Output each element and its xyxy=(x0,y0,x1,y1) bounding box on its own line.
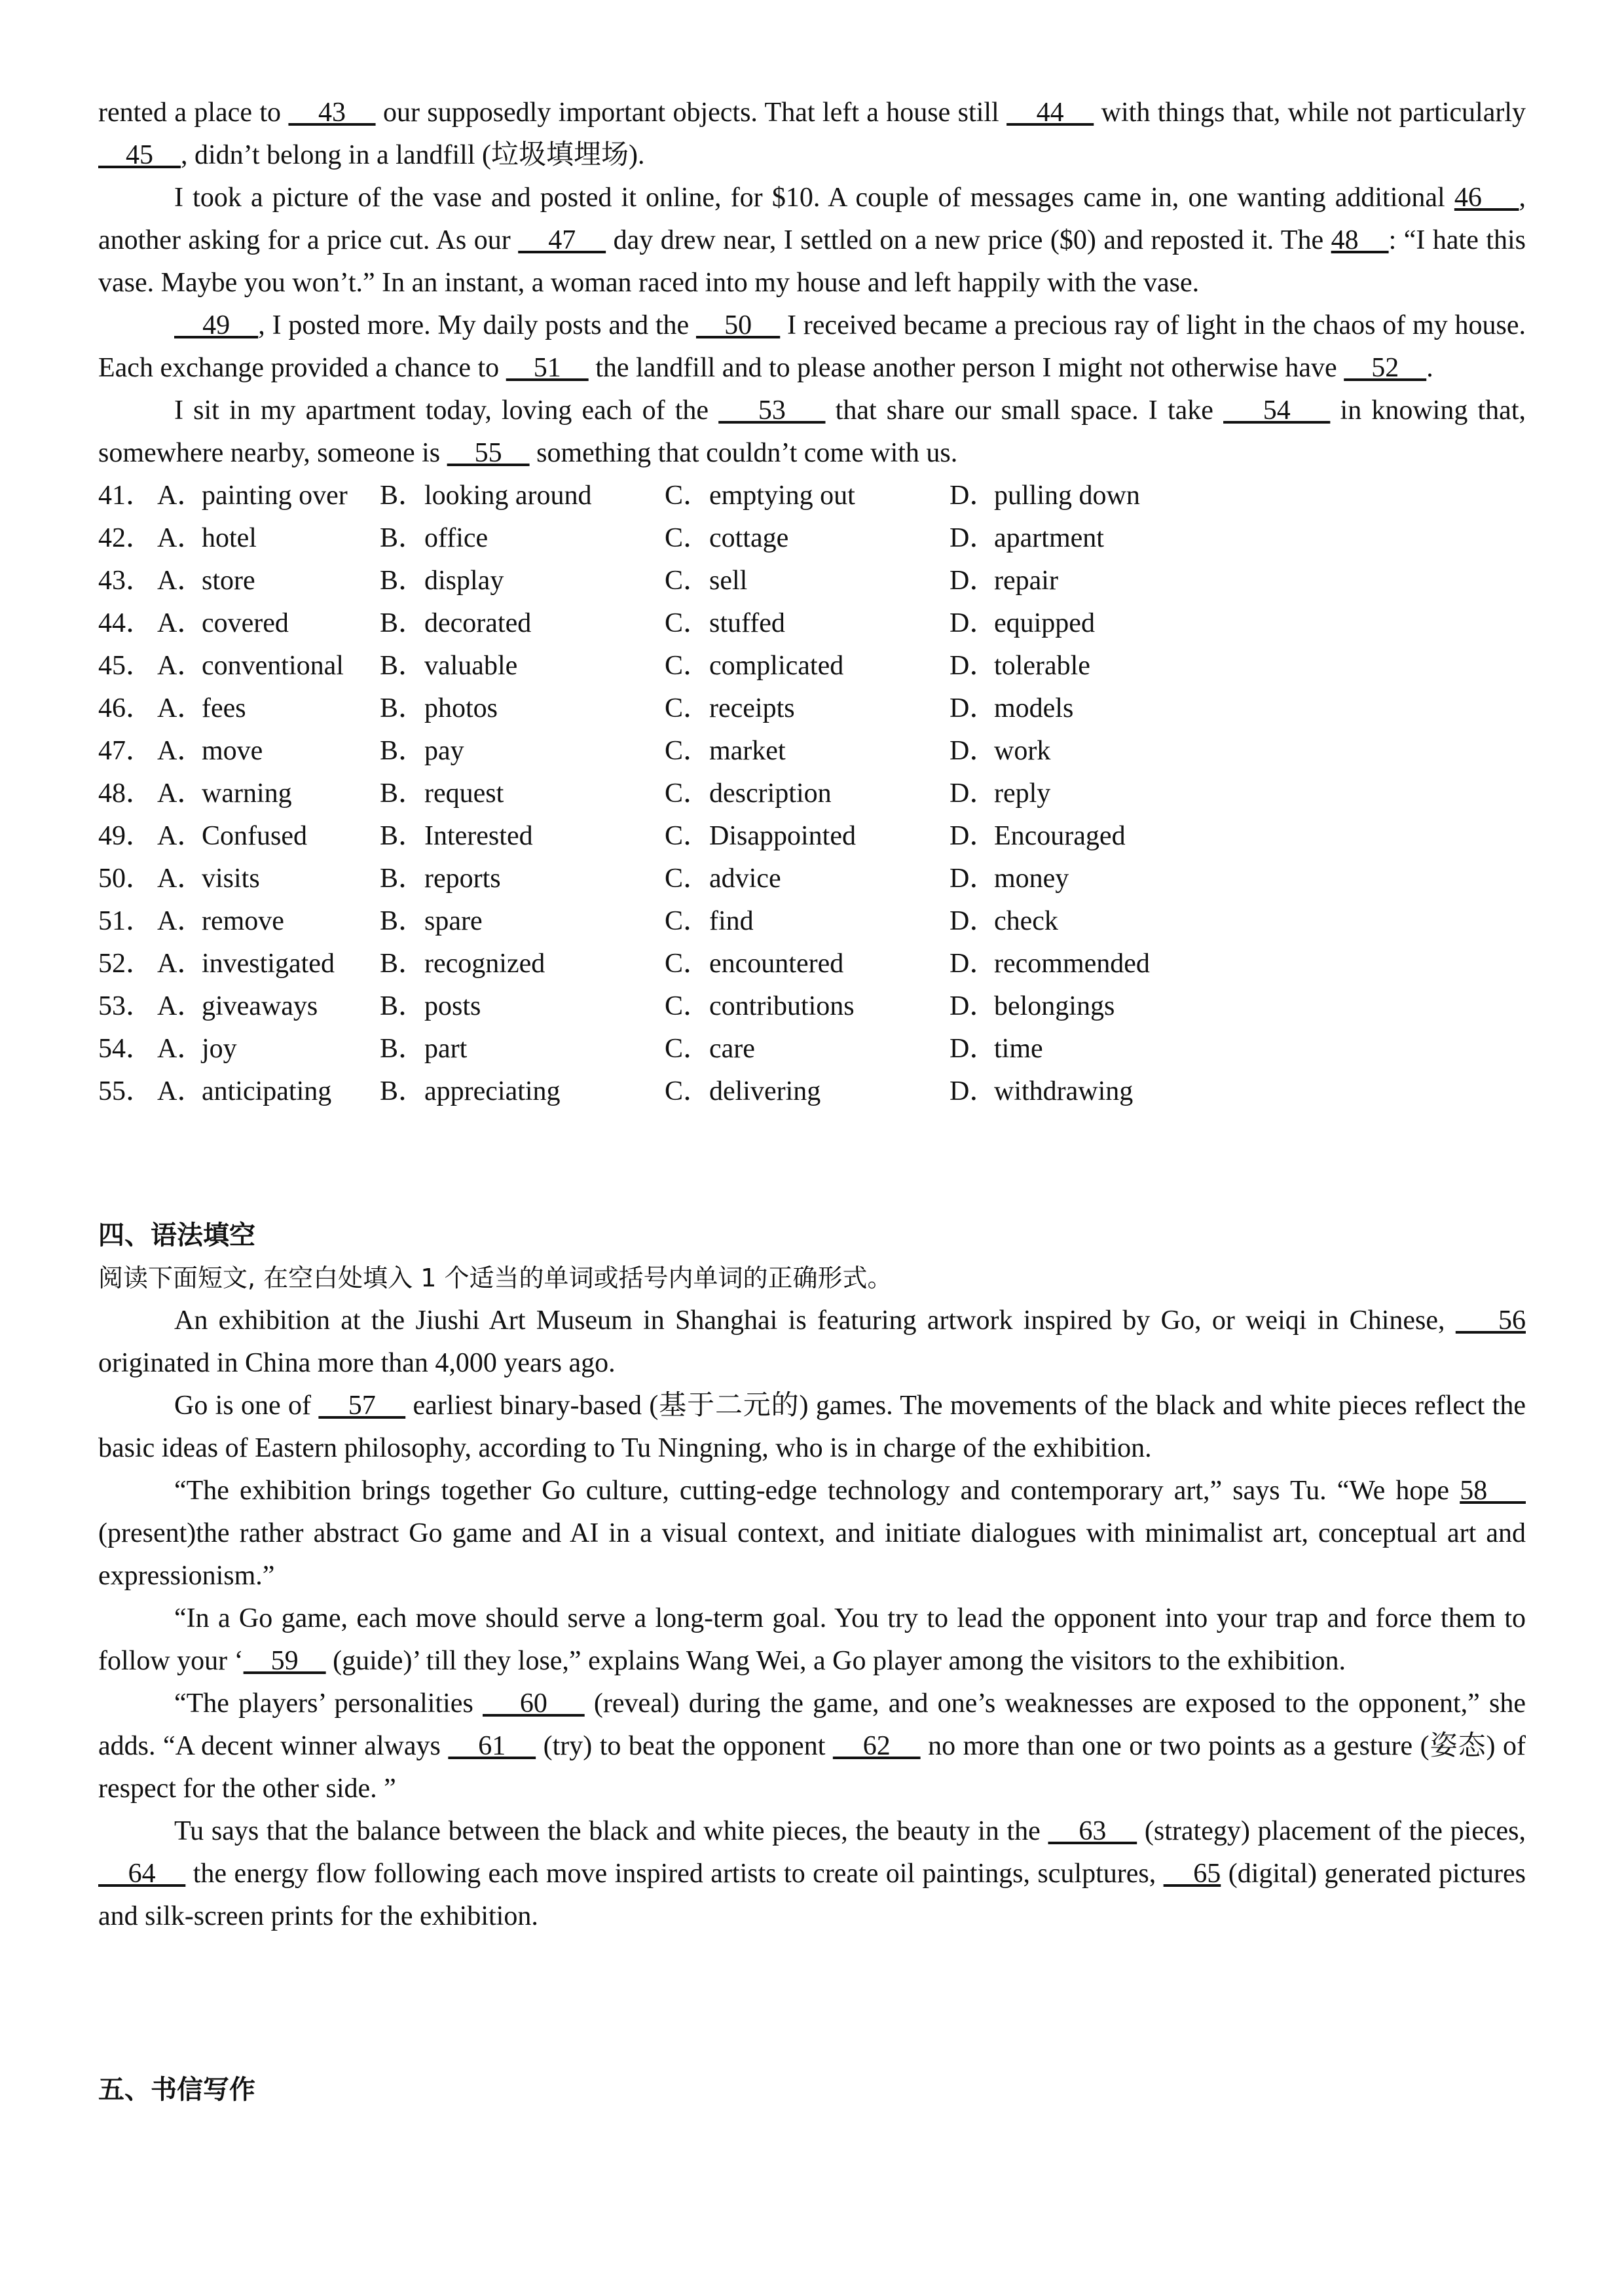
option-letter: B． xyxy=(380,906,426,936)
blank-47: 47 xyxy=(518,225,606,255)
cloze-paragraph-3 xyxy=(98,304,1526,390)
option-c xyxy=(665,815,950,858)
option-letter: B． xyxy=(380,949,426,979)
option-a xyxy=(157,1028,380,1070)
question-number: 49． xyxy=(98,821,154,851)
option-text: contributions xyxy=(709,991,855,1021)
option-text: belongings xyxy=(994,991,1115,1021)
option-letter: B． xyxy=(380,651,426,681)
text-run: rented a place to xyxy=(98,98,289,128)
option-d xyxy=(950,602,1342,645)
option-letter: C． xyxy=(665,651,711,681)
option-text: reports xyxy=(424,864,501,894)
text-run: “The exhibition brings together Go culture, cutting-edge technology and contemporary art,” says Tu. “We hope xyxy=(174,1476,1460,1506)
text-run: I sit in my apartment today, loving each of the xyxy=(174,395,719,426)
blank-46: 46 xyxy=(1454,183,1519,213)
option-letter: D． xyxy=(950,906,997,936)
option-row xyxy=(98,943,1526,985)
text-run: I received became a precious ray of light in the chaos of my house. Each exchange provided a chance to xyxy=(98,310,1526,383)
option-b xyxy=(380,517,665,560)
option-d xyxy=(950,645,1342,687)
question-number: 55． xyxy=(98,1076,154,1106)
option-letter: D． xyxy=(950,481,997,511)
blank-45: 45 xyxy=(98,140,181,170)
option-letter: C． xyxy=(665,566,711,596)
blank-54: 54 xyxy=(1223,395,1331,426)
text-run: in knowing that, somewhere nearby, someone is xyxy=(98,395,1526,468)
option-letter: B． xyxy=(380,778,426,809)
text-run: (guide)’ till they lose,” explains Wang Wei, a Go player among the visitors to the exhibition. xyxy=(325,1646,1346,1676)
option-letter: A． xyxy=(157,481,205,511)
option-text: warning xyxy=(202,778,292,809)
option-letter: C． xyxy=(665,523,711,553)
option-text: spare xyxy=(424,906,483,936)
option-d xyxy=(950,517,1342,560)
option-letter: A． xyxy=(157,566,205,596)
option-letter: A． xyxy=(157,523,205,553)
blank-61: 61 xyxy=(448,1731,536,1761)
blank-57: 57 xyxy=(318,1391,406,1421)
option-b xyxy=(380,1070,665,1113)
option-text: tolerable xyxy=(994,651,1090,681)
question-number: 54． xyxy=(98,1034,154,1064)
option-letter: C． xyxy=(665,736,711,766)
text-run: “In a Go game, each move should serve a long-term goal. You try to lead the opponent into your trap and force them to follow your ‘ xyxy=(98,1603,1526,1676)
text-run: the landfill and to please another person I might not otherwise have xyxy=(588,353,1344,383)
text-run: no more than one or two points as a gesture (姿态) of respect for the other side. ” xyxy=(98,1731,1526,1804)
text-run: , I posted more. My daily posts and the xyxy=(258,310,696,340)
option-b xyxy=(380,858,665,900)
question-number: 52． xyxy=(98,949,154,979)
question-number: 51． xyxy=(98,906,154,936)
option-a xyxy=(157,1070,380,1113)
option-letter: B． xyxy=(380,481,426,511)
option-text: joy xyxy=(202,1034,237,1064)
option-letter: B． xyxy=(380,1076,426,1106)
option-text: stuffed xyxy=(709,608,785,638)
grammar-paragraph-4 xyxy=(98,1597,1526,1683)
option-b xyxy=(380,475,665,517)
text-run: (present)the rather abstract Go game and AI in a visual context, and initiate dialogues with minimalist art, conceptual art and expressionism.” xyxy=(98,1518,1526,1591)
question-number: 48． xyxy=(98,778,154,809)
option-c xyxy=(665,773,950,815)
option-letter: C． xyxy=(665,821,711,851)
option-letter: C． xyxy=(665,608,711,638)
option-b xyxy=(380,560,665,602)
option-letter: A． xyxy=(157,1076,205,1106)
section-instruction: 阅读下面短文, 在空白处填入 1 个适当的单词或括号内单词的正确形式。 xyxy=(98,1264,893,1292)
option-letter: A． xyxy=(157,1034,205,1064)
option-text: receipts xyxy=(709,693,795,723)
text-run: Go is one of xyxy=(174,1391,319,1421)
option-letter: D． xyxy=(950,566,997,596)
text-run: , didn’t belong in a landfill (垃圾填埋场). xyxy=(181,140,645,170)
blank-58: 58 xyxy=(1460,1476,1526,1506)
option-text: withdrawing xyxy=(994,1076,1134,1106)
option-text: request xyxy=(424,778,504,809)
option-row xyxy=(98,687,1526,730)
option-text: store xyxy=(202,566,255,596)
option-text: recognized xyxy=(424,949,545,979)
grammar-paragraph-3 xyxy=(98,1470,1526,1597)
option-row xyxy=(98,858,1526,900)
blank-53: 53 xyxy=(718,395,826,426)
option-letter: D． xyxy=(950,523,997,553)
option-a xyxy=(157,858,380,900)
option-b xyxy=(380,730,665,773)
blank-48: 48 xyxy=(1331,225,1389,255)
option-c xyxy=(665,985,950,1028)
question-number: 50． xyxy=(98,864,154,894)
question-number: 47． xyxy=(98,736,154,766)
option-text: Confused xyxy=(202,821,307,851)
text-run: something that couldn’t come with us. xyxy=(529,438,958,468)
blank-56: 56 xyxy=(1455,1305,1526,1336)
option-text: money xyxy=(994,864,1069,894)
text-run: I took a picture of the vase and posted it online, for $10. A couple of messages came in, one wanting additional xyxy=(174,183,1454,213)
option-letter: D． xyxy=(950,991,997,1021)
option-text: visits xyxy=(202,864,260,894)
option-c xyxy=(665,687,950,730)
option-letter: C． xyxy=(665,693,711,723)
option-d xyxy=(950,730,1342,773)
question-number: 53． xyxy=(98,991,154,1021)
option-letter: D． xyxy=(950,651,997,681)
text-run: originated in China more than 4,000 years ago. xyxy=(98,1348,616,1378)
option-a xyxy=(157,687,380,730)
option-text: office xyxy=(424,523,489,553)
option-row xyxy=(98,560,1526,602)
option-c xyxy=(665,645,950,687)
option-text: remove xyxy=(202,906,284,936)
text-run: (strategy) placement of the pieces, xyxy=(1137,1816,1526,1846)
option-text: posts xyxy=(424,991,481,1021)
option-a xyxy=(157,645,380,687)
option-text: hotel xyxy=(202,523,257,553)
text-run: day drew near, I settled on a new price ($0) and reposted it. The xyxy=(606,225,1331,255)
option-letter: B． xyxy=(380,864,426,894)
option-c xyxy=(665,943,950,985)
option-letter: D． xyxy=(950,608,997,638)
option-c xyxy=(665,1028,950,1070)
option-letter: B． xyxy=(380,991,426,1021)
option-text: painting over xyxy=(202,481,348,511)
option-letter: B． xyxy=(380,1034,426,1064)
text-run: earliest binary-based (基于二元的) games. The movements of the black and white pieces reflect the basic ideas of Eastern philosophy, according to Tu Ningning, who is in charge of the exhibition. xyxy=(98,1391,1526,1463)
option-text: equipped xyxy=(994,608,1095,638)
option-row xyxy=(98,475,1526,517)
option-text: pay xyxy=(424,736,464,766)
option-letter: C． xyxy=(665,906,711,936)
option-text: market xyxy=(709,736,786,766)
section-heading-letter-writing: 五、书信写作 xyxy=(98,2075,255,2105)
blank-49: 49 xyxy=(174,310,259,340)
section-spacer xyxy=(98,1113,1526,1214)
blank-64: 64 xyxy=(98,1859,186,1889)
option-letter: A． xyxy=(157,693,205,723)
option-d xyxy=(950,773,1342,815)
option-letter: D． xyxy=(950,864,997,894)
option-a xyxy=(157,560,380,602)
option-letter: A． xyxy=(157,608,205,638)
option-letter: A． xyxy=(157,991,205,1021)
grammar-paragraph-2 xyxy=(98,1385,1526,1470)
grammar-paragraph-1 xyxy=(98,1300,1526,1385)
option-row xyxy=(98,900,1526,943)
option-text: conventional xyxy=(202,651,344,681)
option-letter: A． xyxy=(157,864,205,894)
blank-60: 60 xyxy=(483,1688,585,1719)
text-run: our supposedly important objects. That left a house still xyxy=(375,98,1007,128)
question-number: 46． xyxy=(98,693,154,723)
option-text: find xyxy=(709,906,754,936)
option-a xyxy=(157,517,380,560)
option-letter: C． xyxy=(665,864,711,894)
option-text: repair xyxy=(994,566,1058,596)
option-d xyxy=(950,560,1342,602)
option-c xyxy=(665,517,950,560)
option-a xyxy=(157,985,380,1028)
option-letter: C． xyxy=(665,778,711,809)
option-text: decorated xyxy=(424,608,532,638)
option-text: care xyxy=(709,1034,755,1064)
text-run: (digital) generated pictures and silk-screen prints for the exhibition. xyxy=(98,1859,1526,1931)
text-run: . xyxy=(1426,353,1433,383)
question-number: 43． xyxy=(98,566,154,596)
option-text: display xyxy=(424,566,504,596)
question-number: 45． xyxy=(98,651,154,681)
option-letter: B． xyxy=(380,693,426,723)
option-a xyxy=(157,602,380,645)
option-c xyxy=(665,900,950,943)
option-b xyxy=(380,900,665,943)
cloze-paragraph-1 xyxy=(98,92,1526,177)
option-d xyxy=(950,815,1342,858)
option-letter: B． xyxy=(380,736,426,766)
cloze-paragraph-4 xyxy=(98,390,1526,475)
option-letter: A． xyxy=(157,736,205,766)
option-letter: B． xyxy=(380,566,426,596)
option-text: move xyxy=(202,736,263,766)
blank-43: 43 xyxy=(288,98,376,128)
text-run: (try) to beat the opponent xyxy=(536,1731,833,1761)
option-text: reply xyxy=(994,778,1051,809)
exam-page xyxy=(98,92,1526,2111)
blank-52: 52 xyxy=(1344,353,1427,383)
option-text: complicated xyxy=(709,651,844,681)
option-d xyxy=(950,687,1342,730)
option-text: fees xyxy=(202,693,246,723)
text-run: “The players’ personalities xyxy=(174,1688,483,1719)
option-c xyxy=(665,858,950,900)
option-text: photos xyxy=(424,693,498,723)
option-letter: A． xyxy=(157,821,205,851)
option-text: work xyxy=(994,736,1051,766)
option-letter: C． xyxy=(665,949,711,979)
text-run: the energy flow following each move inspired artists to create oil paintings, sculptures, xyxy=(185,1859,1164,1889)
option-d xyxy=(950,1070,1342,1113)
text-run: with things that, while not particularly xyxy=(1094,98,1526,128)
option-b xyxy=(380,602,665,645)
grammar-paragraph-5 xyxy=(98,1683,1526,1810)
grammar-paragraph-6 xyxy=(98,1810,1526,1938)
section-heading-grammar: 四、语法填空 xyxy=(98,1220,255,1250)
option-text: looking around xyxy=(424,481,592,511)
option-text: models xyxy=(994,693,1074,723)
text-run: Tu says that the balance between the black and white pieces, the beauty in the xyxy=(174,1816,1048,1846)
option-text: encountered xyxy=(709,949,844,979)
option-d xyxy=(950,475,1342,517)
option-letter: A． xyxy=(157,651,205,681)
option-b xyxy=(380,943,665,985)
option-letter: A． xyxy=(157,949,205,979)
option-letter: C． xyxy=(665,1034,711,1064)
text-run: An exhibition at the Jiushi Art Museum in Shanghai is featuring artwork inspired by Go, or weiqi in Chinese, xyxy=(174,1305,1456,1336)
section-spacer xyxy=(98,1938,1526,2069)
option-letter: D． xyxy=(950,821,997,851)
question-number: 41． xyxy=(98,481,154,511)
question-number: 44． xyxy=(98,608,154,638)
blank-51: 51 xyxy=(506,353,589,383)
option-c xyxy=(665,602,950,645)
option-letter: C． xyxy=(665,991,711,1021)
option-text: pulling down xyxy=(994,481,1140,511)
option-text: covered xyxy=(202,608,289,638)
option-text: investigated xyxy=(202,949,335,979)
option-a xyxy=(157,475,380,517)
option-d xyxy=(950,858,1342,900)
option-a xyxy=(157,730,380,773)
option-b xyxy=(380,645,665,687)
option-c xyxy=(665,730,950,773)
option-row xyxy=(98,517,1526,560)
option-d xyxy=(950,985,1342,1028)
option-letter: C． xyxy=(665,1076,711,1106)
option-letter: A． xyxy=(157,906,205,936)
option-c xyxy=(665,560,950,602)
option-text: Interested xyxy=(424,821,533,851)
option-letter: D． xyxy=(950,693,997,723)
option-text: delivering xyxy=(709,1076,821,1106)
question-number: 42． xyxy=(98,523,154,553)
option-letter: D． xyxy=(950,949,997,979)
blank-59: 59 xyxy=(243,1646,326,1676)
option-row xyxy=(98,602,1526,645)
option-text: time xyxy=(994,1034,1043,1064)
option-text: cottage xyxy=(709,523,789,553)
option-text: advice xyxy=(709,864,781,894)
blank-44: 44 xyxy=(1006,98,1094,128)
option-text: emptying out xyxy=(709,481,855,511)
blank-55: 55 xyxy=(447,438,530,468)
blank-62: 62 xyxy=(832,1731,921,1761)
option-text: Disappointed xyxy=(709,821,856,851)
option-b xyxy=(380,985,665,1028)
option-text: anticipating xyxy=(202,1076,332,1106)
option-text: apartment xyxy=(994,523,1104,553)
option-letter: D． xyxy=(950,1034,997,1064)
blank-65: 65 xyxy=(1163,1859,1221,1889)
option-row xyxy=(98,1070,1526,1113)
text-run: that share our small space. I take xyxy=(825,395,1224,426)
option-letter: B． xyxy=(380,523,426,553)
option-a xyxy=(157,943,380,985)
option-row xyxy=(98,815,1526,858)
option-row xyxy=(98,1028,1526,1070)
option-letter: A． xyxy=(157,778,205,809)
option-row xyxy=(98,773,1526,815)
option-text: description xyxy=(709,778,832,809)
options-list xyxy=(98,475,1526,1113)
option-text: appreciating xyxy=(424,1076,561,1106)
option-b xyxy=(380,815,665,858)
option-d xyxy=(950,1028,1342,1070)
option-row xyxy=(98,730,1526,773)
option-letter: D． xyxy=(950,1076,997,1106)
text-run: : “I hate this vase. Maybe you won’t.” In an instant, a woman raced into my house and left happily with the vase. xyxy=(98,225,1526,298)
option-c xyxy=(665,1070,950,1113)
option-text: Encouraged xyxy=(994,821,1126,851)
option-text: sell xyxy=(709,566,748,596)
option-a xyxy=(157,815,380,858)
option-b xyxy=(380,687,665,730)
option-letter: B． xyxy=(380,608,426,638)
option-c xyxy=(665,475,950,517)
option-text: check xyxy=(994,906,1058,936)
option-text: recommended xyxy=(994,949,1150,979)
option-d xyxy=(950,943,1342,985)
option-b xyxy=(380,773,665,815)
option-letter: B． xyxy=(380,821,426,851)
option-text: part xyxy=(424,1034,468,1064)
option-row xyxy=(98,985,1526,1028)
option-row xyxy=(98,645,1526,687)
option-d xyxy=(950,900,1342,943)
cloze-paragraph-2 xyxy=(98,177,1526,304)
blank-50: 50 xyxy=(695,310,781,340)
text-run: , another asking for a price cut. As our xyxy=(98,183,1526,255)
option-a xyxy=(157,773,380,815)
option-text: valuable xyxy=(424,651,518,681)
option-letter: C． xyxy=(665,481,711,511)
text-run: (reveal) during the game, and one’s weaknesses are exposed to the opponent,” she adds. “A decent winner always xyxy=(98,1688,1526,1761)
blank-63: 63 xyxy=(1048,1816,1137,1846)
option-letter: D． xyxy=(950,778,997,809)
option-letter: D． xyxy=(950,736,997,766)
option-text: giveaways xyxy=(202,991,318,1021)
option-b xyxy=(380,1028,665,1070)
option-a xyxy=(157,900,380,943)
